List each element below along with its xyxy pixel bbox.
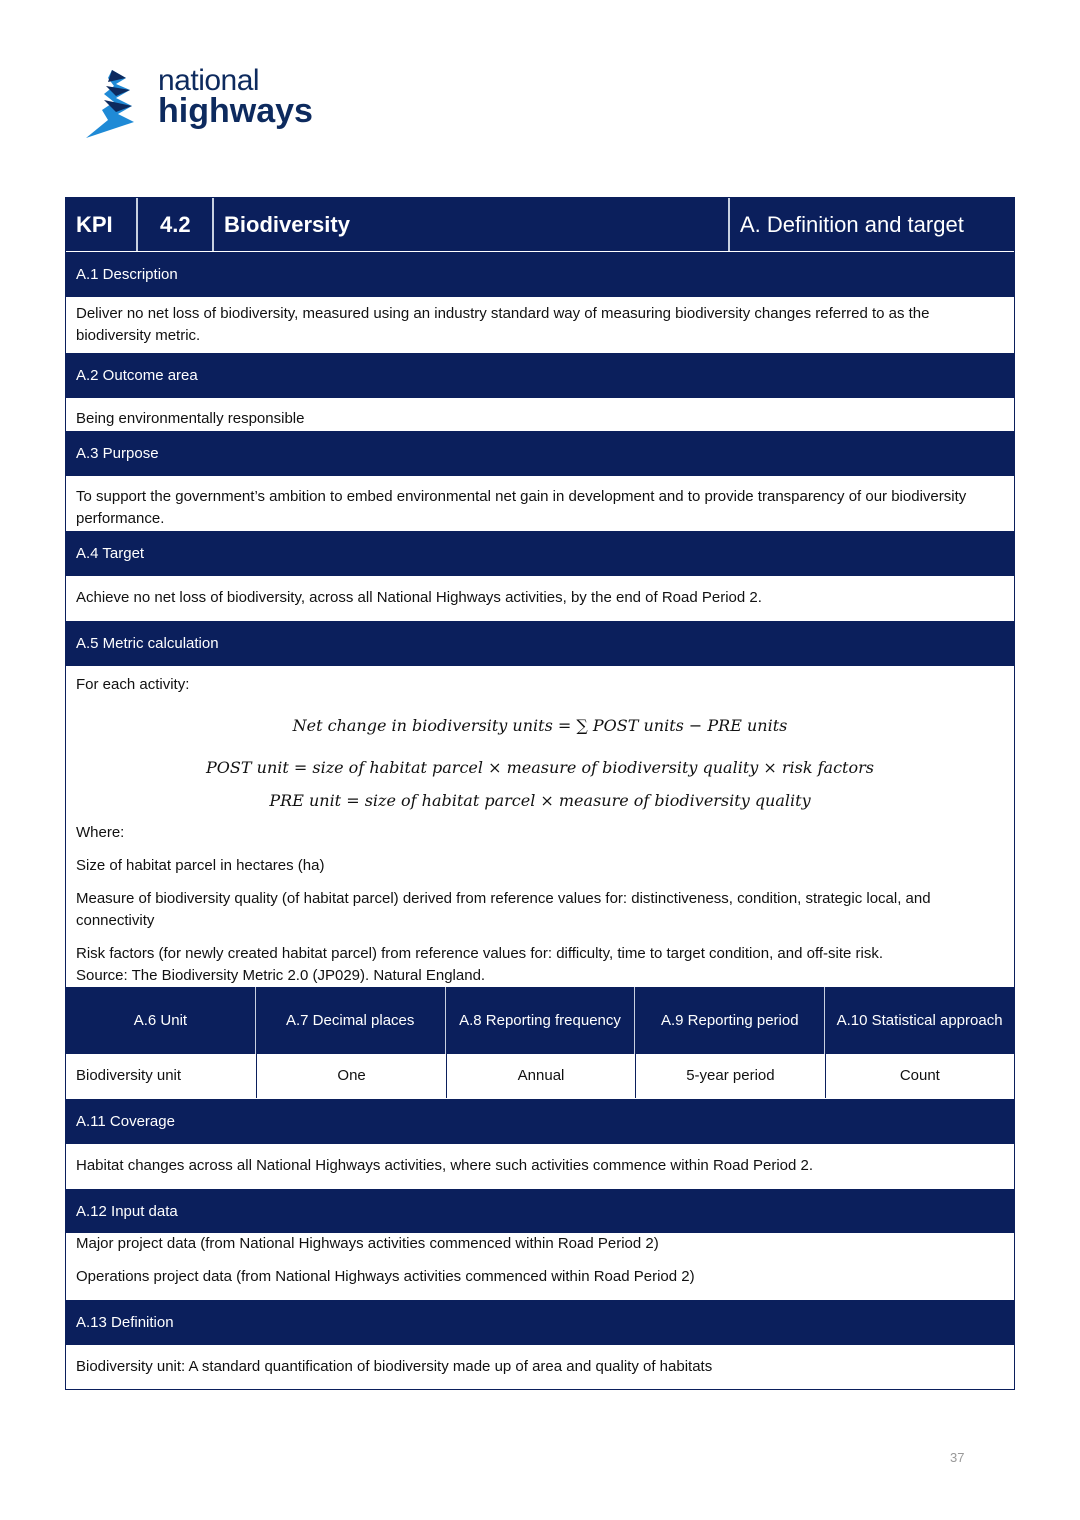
reporting-period-value: 5-year period xyxy=(636,1054,825,1098)
a13-heading: A.13 Definition xyxy=(66,1299,1014,1345)
attribute-values xyxy=(66,1054,1014,1098)
decimal-places-header: A.7 Decimal places xyxy=(256,987,446,1054)
a11-text: Habitat changes across all National Highways activities, where such activities commence within Road Period 2. xyxy=(76,1157,814,1174)
reporting-frequency-header: A.8 Reporting frequency xyxy=(446,987,636,1054)
metric-calculation xyxy=(66,666,1014,987)
logo-text-highways: highways xyxy=(158,92,313,130)
page-number: 37 xyxy=(950,1450,965,1465)
a13-text: Biodiversity unit: A standard quantification of biodiversity made up of area and quality of habitats xyxy=(76,1358,713,1375)
source-text: Source: The Biodiversity Metric 2.0 (JP029). Natural England. xyxy=(76,967,486,984)
kpi-title: Biodiversity xyxy=(214,198,730,251)
a1-heading: A.1 Description xyxy=(66,251,1014,297)
reporting-frequency-value: Annual xyxy=(447,1054,636,1098)
decimal-places-value: One xyxy=(257,1054,446,1098)
a11-heading: A.11 Coverage xyxy=(66,1098,1014,1144)
a2-text: Being environmentally responsible xyxy=(76,410,305,427)
statistical-approach-header: A.10 Statistical approach xyxy=(836,1011,1003,1029)
a4-heading: A.4 Target xyxy=(66,530,1014,576)
equation-net-change: Net change in biodiversity units = ∑ POST units − PRE units xyxy=(292,716,788,735)
quality-definition: Measure of biodiversity quality (of habitat parcel) derived from reference values for: distinctiveness, condition, strategic local, and connectivity xyxy=(76,890,931,929)
kpi-table xyxy=(65,197,1015,1390)
table-header xyxy=(66,198,1014,251)
risk-definition: Risk factors (for newly created habitat parcel) from reference values for: difficulty, time to target condition, and off-site risk. xyxy=(76,945,884,962)
a5-heading: A.5 Metric calculation xyxy=(66,620,1014,666)
a1-text: Deliver no net loss of biodiversity, measured using an industry standard way of measuring biodiversity changes referred to as the biodiversity metric. xyxy=(76,304,930,344)
kpi-label: KPI xyxy=(66,198,138,251)
metric-intro: For each activity: xyxy=(76,676,190,693)
a4-text: Achieve no net loss of biodiversity, across all National Highways activities, by the end of Road Period 2. xyxy=(76,589,762,606)
reporting-period-header: A.9 Reporting period xyxy=(635,987,825,1054)
national-highways-logo xyxy=(86,66,326,146)
a3-text: To support the government’s ambition to embed environmental net gain in development and to provide transparency of our biodiversity performance. xyxy=(76,488,967,527)
a12-line-2: Operations project data (from National Highways activities commenced within Road Period 2) xyxy=(76,1268,695,1285)
section-title: A. Definition and target xyxy=(740,211,964,237)
a12-line-1: Major project data (from National Highways activities commenced within Road Period 2) xyxy=(76,1235,659,1252)
size-definition: Size of habitat parcel in hectares (ha) xyxy=(76,857,325,874)
equation-post-unit: POST unit = size of habitat parcel × measure of biodiversity quality × risk factors xyxy=(206,758,874,777)
a3-heading: A.3 Purpose xyxy=(66,430,1014,476)
unit-value: Biodiversity unit xyxy=(66,1054,257,1098)
logo-text-national: national xyxy=(158,64,260,97)
attribute-headers xyxy=(66,987,1014,1054)
where-label: Where: xyxy=(76,824,125,841)
a12-heading: A.12 Input data xyxy=(66,1188,1014,1233)
a12-content xyxy=(66,1233,1014,1299)
equation-pre-unit: PRE unit = size of habitat parcel × measure of biodiversity quality xyxy=(269,791,811,810)
unit-header: A.6 Unit xyxy=(66,987,256,1054)
a2-heading: A.2 Outcome area xyxy=(66,352,1014,398)
statistical-approach-value: Count xyxy=(899,1067,940,1084)
logo-mark-icon xyxy=(86,70,152,138)
kpi-number: 4.2 xyxy=(138,198,214,251)
